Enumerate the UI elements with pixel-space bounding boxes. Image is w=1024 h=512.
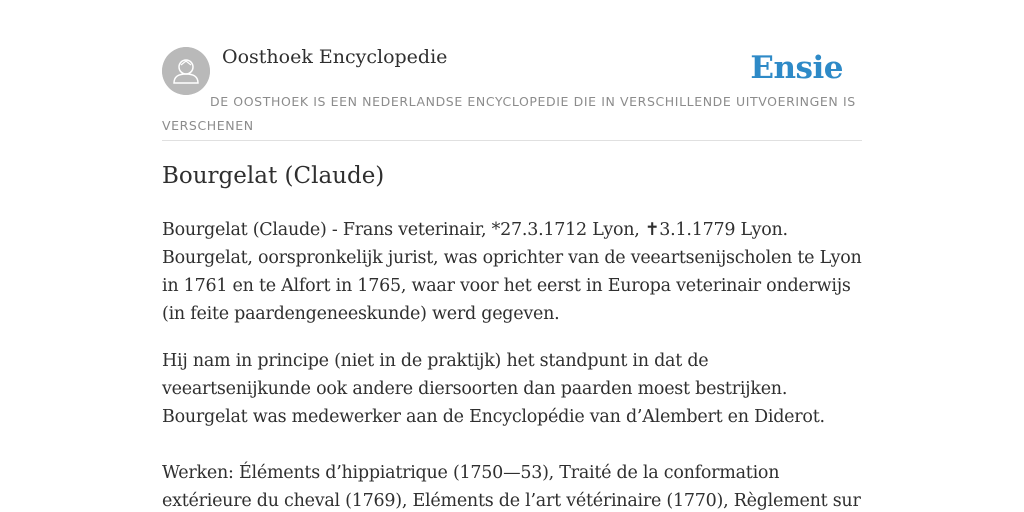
article-paragraph: Werken: Éléments d’hippiatrique (1750—53), Traité de la conformation extérieure du cheval (1769), Eléments de l’art vétérinaire (1770), Règlement sur [162,463,861,511]
brand-logo[interactable]: Ensie [750,50,843,86]
site-header [162,0,862,141]
article-paragraph: Bourgelat (Claude) - Frans veterinair, *27.3.1712 Lyon, ✝3.1.1779 Lyon. Bourgelat, oorspronkelijk jurist, was oprichter van de veeartsenijscholen te Lyon in 1761 en te Alfort in 1765, waar voor het eerst in Europa veterinair onderwijs (in feite paardengeneeskunde) werd gegeven. [162,220,862,324]
user-icon[interactable] [162,47,210,95]
article-paragraph: Hij nam in principe (niet in de praktijk) het standpunt in dat de veeartsenijkunde ook andere diersoorten dan paarden moest bestrijken. Bourgelat was medewerker aan de Encyclopédie van d’Alembert en Diderot. [162,351,825,427]
site-tagline: DE OOSTHOEK IS EEN NEDERLANDSE ENCYCLOPEDIE DIE IN VERSCHILLENDE UITVOERINGEN IS VERSCHENEN [162,94,856,133]
page [162,0,862,512]
article-title: Bourgelat (Claude) [162,163,385,189]
site-title[interactable]: Oosthoek Encyclopedie [222,46,448,68]
